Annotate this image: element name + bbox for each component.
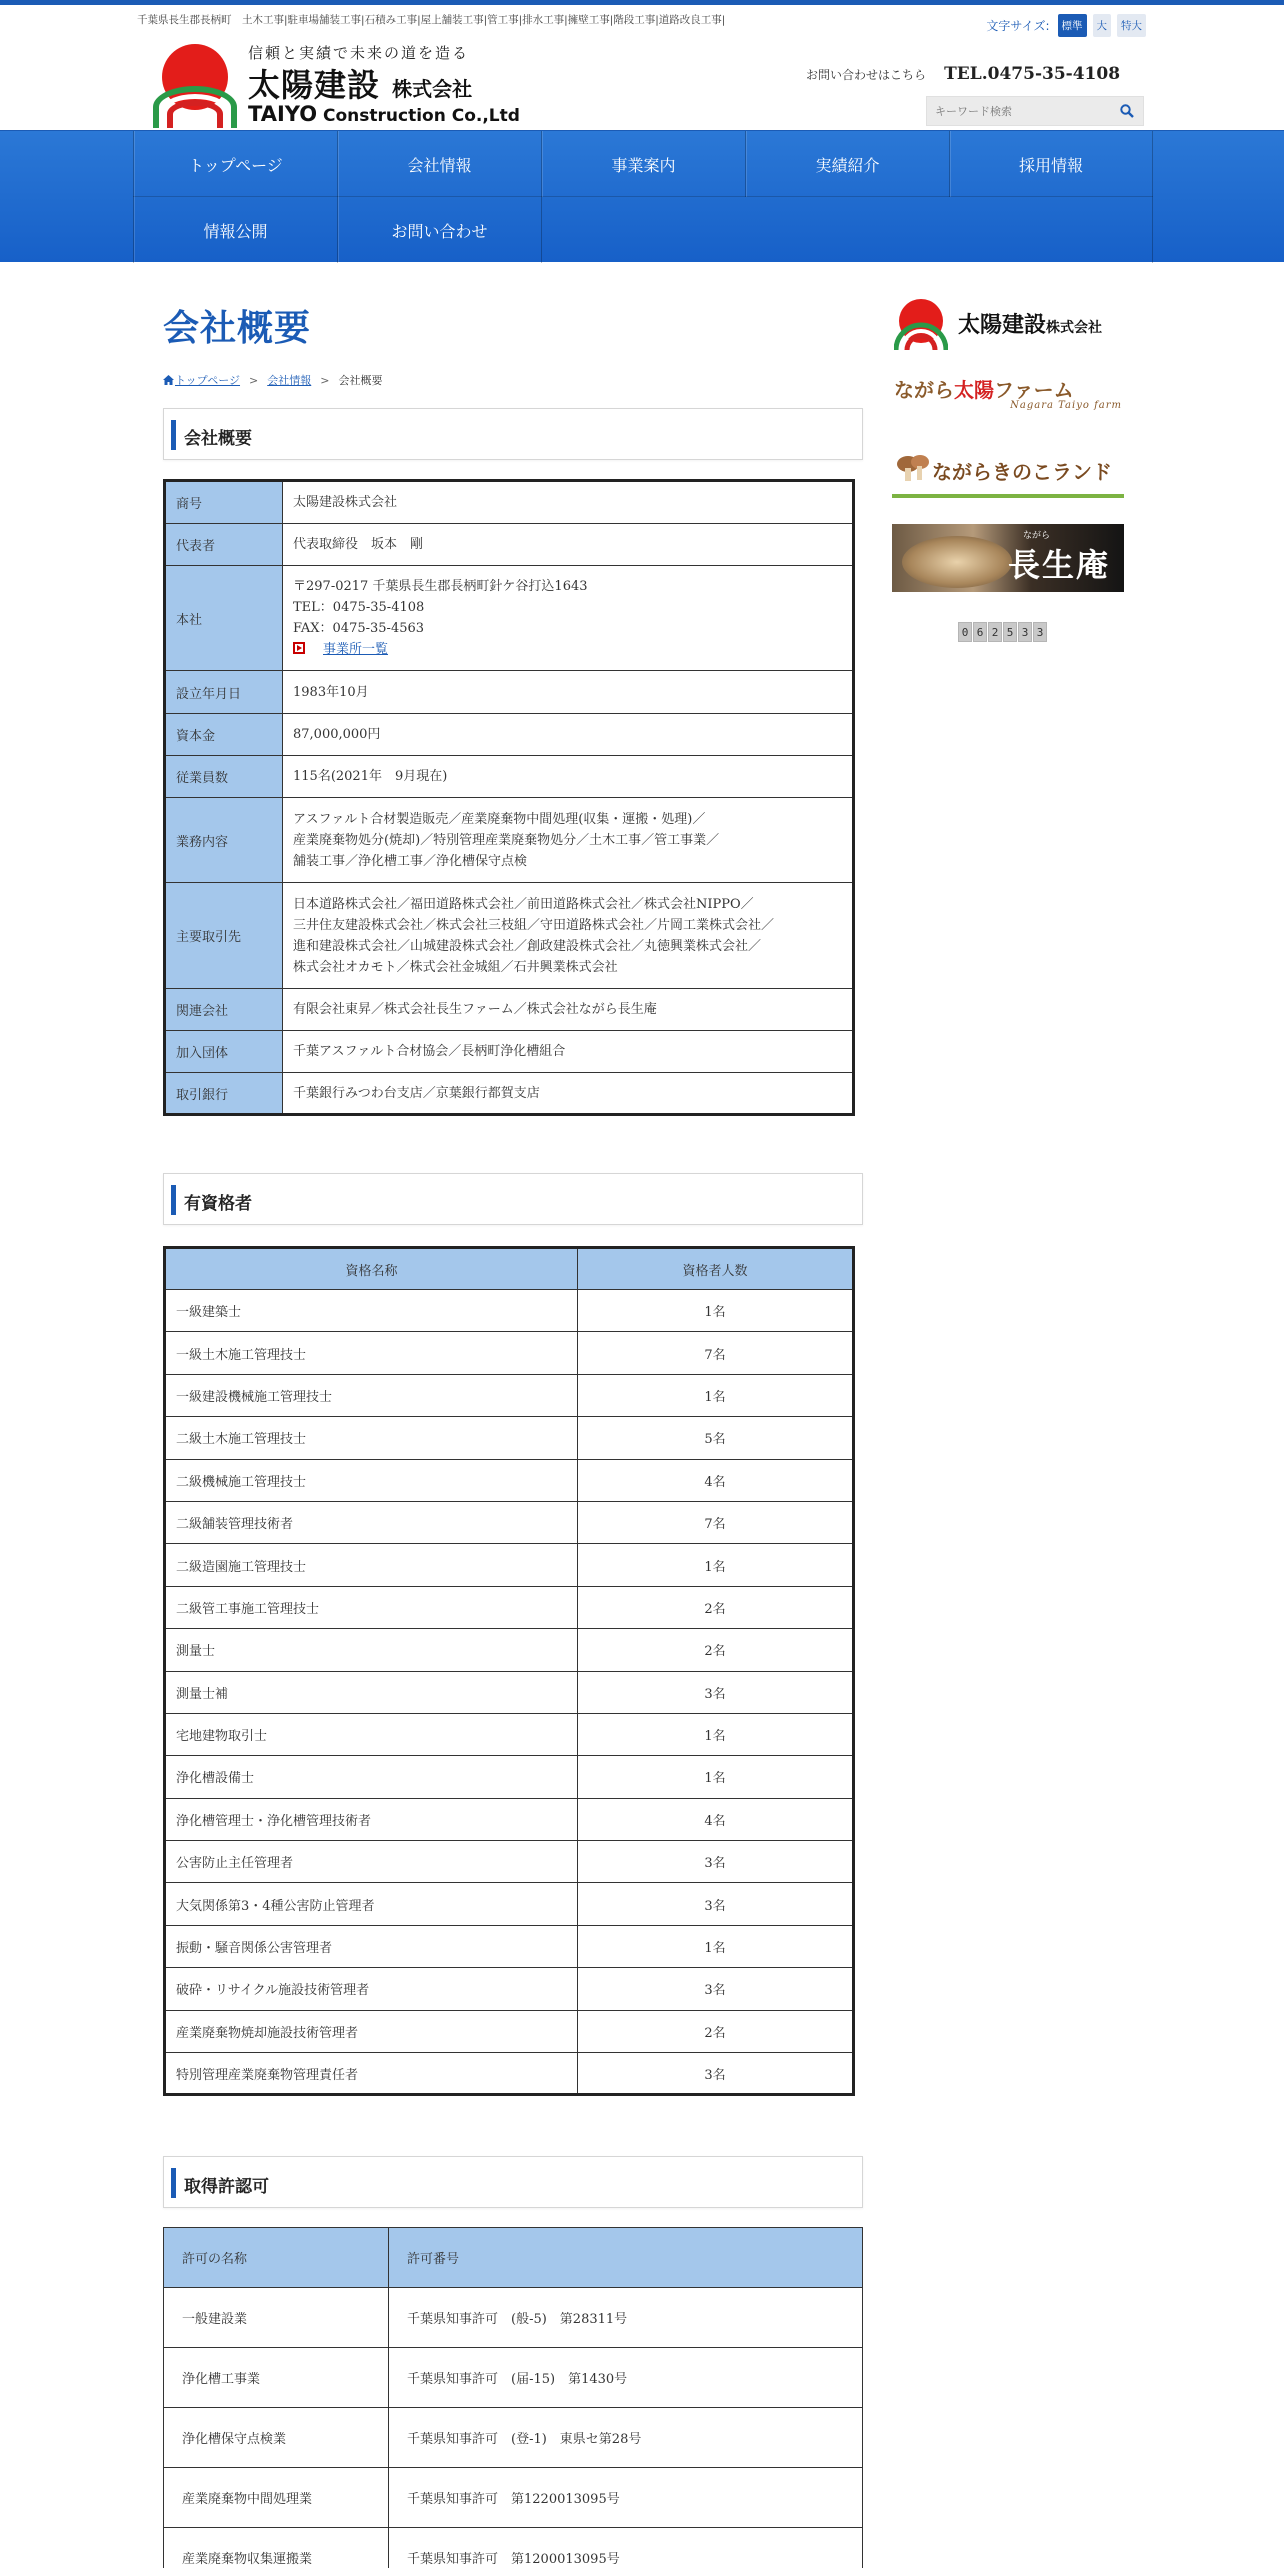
permit-number: 千葉県知事許可 (登-1) 東県セ第28号	[389, 2408, 863, 2468]
permit-name: 産業廃棄物収集運搬業	[164, 2528, 389, 2568]
banner-kinoko-land[interactable]	[892, 446, 1124, 504]
address-line: 〒297-0217 千葉県長生郡長柄町針ケ谷打込1643	[293, 579, 588, 594]
offices-list-link[interactable]: 事業所一覧	[323, 642, 389, 657]
table-row	[165, 1713, 854, 1755]
qualification-name: 浄化槽管理士・浄化槽管理技術者	[165, 1798, 578, 1840]
table-row	[165, 714, 854, 756]
row-label: 主要取引先	[165, 883, 283, 989]
table-row	[164, 2348, 863, 2408]
banner-kinoko-underline	[892, 494, 1124, 498]
qualification-count: 5名	[578, 1417, 854, 1459]
table-header-row	[165, 1248, 854, 1290]
table-row	[165, 883, 854, 989]
company-overview-table	[163, 479, 855, 1116]
table-row	[165, 524, 854, 566]
value-line: 株式会社オカモト／株式会社金城組／石井興業株式会社	[293, 959, 618, 975]
search-input[interactable]	[927, 97, 1107, 125]
column-header: 許可の名称	[164, 2228, 389, 2288]
header-contact	[806, 64, 1120, 84]
qualification-count: 2名	[578, 2010, 854, 2052]
qualification-count: 2名	[578, 1629, 854, 1671]
table-row	[165, 1671, 854, 1713]
section-heading-text: 取得許認可	[184, 2177, 269, 2197]
table-row	[165, 1925, 854, 1967]
counter-digit: 6	[973, 622, 987, 642]
section-heading-qualified	[163, 1173, 863, 1225]
heading-accent-bar	[171, 2168, 176, 2198]
font-size-xlarge-button[interactable]: 特大	[1117, 14, 1146, 37]
qualification-name: 産業廃棄物焼却施設技術管理者	[165, 2010, 578, 2052]
breadcrumb-separator: >	[320, 373, 330, 387]
permits-table-body	[164, 2288, 863, 2568]
permits-table	[163, 2227, 863, 2568]
qualification-count: 3名	[578, 1883, 854, 1925]
permit-name: 浄化槽工事業	[164, 2348, 389, 2408]
qualification-count: 1名	[578, 1290, 854, 1332]
permit-name: 浄化槽保守点検業	[164, 2408, 389, 2468]
permit-number: 千葉県知事許可 (届-15) 第1430号	[389, 2348, 863, 2408]
breadcrumb-separator: >	[249, 373, 259, 387]
row-value	[283, 883, 854, 989]
row-value: 115名(2021年 9月現在)	[283, 756, 854, 798]
row-label: 代表者	[165, 524, 283, 566]
qualification-count: 7名	[578, 1332, 854, 1374]
section-heading-text: 会社概要	[184, 429, 252, 449]
nav-item-recruit[interactable]: 採用情報	[949, 131, 1153, 197]
qualified-table-body	[165, 1290, 854, 2095]
nav-item-contact[interactable]: お問い合わせ	[337, 197, 541, 263]
qualification-count: 2名	[578, 1586, 854, 1628]
font-size-large-button[interactable]: 大	[1093, 14, 1112, 37]
table-row	[165, 1629, 854, 1671]
banner-taiyo-kensetsu[interactable]	[892, 296, 1124, 352]
banner-taiyo-text: 太陽建設株式会社	[958, 313, 1103, 338]
table-row	[165, 1290, 854, 1332]
qualification-name: 二級土木施工管理技士	[165, 1417, 578, 1459]
table-row	[165, 1756, 854, 1798]
row-value: 代表取締役 坂本 剛	[283, 524, 854, 566]
value-line: 日本道路株式会社／福田道路株式会社／前田道路株式会社／株式会社NIPPO／	[293, 896, 754, 912]
row-value: 千葉アスファルト合材協会／長柄町浄化槽組合	[283, 1031, 854, 1073]
counter-digit: 2	[988, 622, 1002, 642]
nav-item-works[interactable]: 実績紹介	[745, 131, 949, 197]
breadcrumb	[163, 372, 382, 388]
ramen-bowl-image	[902, 536, 1012, 588]
qualification-name: 二級機械施工管理技士	[165, 1459, 578, 1501]
banner-kinoko-title: ながらきのこランド	[932, 460, 1112, 484]
qualification-name: 宅地建物取引士	[165, 1713, 578, 1755]
table-row	[165, 1374, 854, 1416]
page-title: 会社概要	[163, 308, 312, 349]
row-value: 87,000,000円	[283, 714, 854, 756]
qualification-name: 破砕・リサイクル施設技術管理者	[165, 1968, 578, 2010]
section-heading-text: 有資格者	[184, 1194, 252, 1214]
banner-choseian-ruby: ながら	[1022, 531, 1050, 541]
value-line: 舗装工事／浄化槽工事／浄化槽保守点検	[293, 853, 528, 869]
permit-name: 一般建設業	[164, 2288, 389, 2348]
qualification-name: 振動・騒音関係公害管理者	[165, 1925, 578, 1967]
qualification-count: 1名	[578, 1374, 854, 1416]
column-header: 許可番号	[389, 2228, 863, 2288]
qualification-name: 浄化槽設備士	[165, 1756, 578, 1798]
permit-number: 千葉県知事許可 (般-5) 第28311号	[389, 2288, 863, 2348]
table-row	[165, 1883, 854, 1925]
row-label: 加入団体	[165, 1031, 283, 1073]
mushroom-icon	[896, 452, 930, 482]
table-row	[165, 2053, 854, 2095]
logo-arc-red	[167, 100, 223, 128]
row-value: 千葉銀行みつわ台支店／京葉銀行都賀支店	[283, 1073, 854, 1115]
column-header: 資格名称	[165, 1248, 578, 1290]
table-row	[165, 671, 854, 714]
home-icon	[163, 375, 174, 385]
row-label: 取引銀行	[165, 1073, 283, 1115]
table-row	[164, 2528, 863, 2568]
row-label: 商号	[165, 481, 283, 524]
qualification-name: 一級建築士	[165, 1290, 578, 1332]
qualification-name: 二級舗装管理技術者	[165, 1501, 578, 1543]
qualification-count: 3名	[578, 1671, 854, 1713]
qualified-staff-table	[163, 1246, 855, 2096]
global-nav-row1	[133, 131, 1153, 197]
table-row	[165, 798, 854, 883]
offices-link-line	[293, 639, 842, 660]
row-label: 従業員数	[165, 756, 283, 798]
row-value: 太陽建設株式会社	[283, 481, 854, 524]
row-value: 有限会社東昇／株式会社長生ファーム／株式会社ながら長生庵	[283, 989, 854, 1031]
banner-farm-title: ながら太陽ファーム	[894, 378, 1074, 402]
qualification-count: 4名	[578, 1459, 854, 1501]
counter-digit: 5	[1003, 622, 1017, 642]
value-line: アスファルト合材製造販売／産業廃棄物中間処理(収集・運搬・処理)／	[293, 811, 706, 827]
tel-line: TEL：0475-35-4108	[293, 600, 425, 615]
table-header-row	[164, 2228, 863, 2288]
header-tagline: 千葉県長生郡長柄町 土木工事|駐車場舗装工事|石積み工事|屋上舗装工事|管工事|排水工事|擁壁工事|階段工事|道路改良工事|	[137, 14, 726, 26]
contact-label: お問い合わせはこちら	[806, 68, 927, 82]
table-row	[165, 1501, 854, 1543]
logo-name-ja: 太陽建設 株式会社	[248, 66, 473, 104]
contact-tel[interactable]: TEL.0475-35-4108	[944, 64, 1121, 84]
banner-choseian[interactable]	[892, 524, 1124, 592]
counter-digit: 3	[1033, 622, 1047, 642]
value-line: 三井住友建設株式会社／株式会社三枝組／守田道路株式会社／片岡工業株式会社／	[293, 917, 775, 933]
section-heading-permits	[163, 2156, 863, 2208]
font-size-label: 文字サイズ:	[986, 19, 1050, 33]
fax-line: FAX：0475-35-4563	[293, 621, 425, 636]
qualification-count: 3名	[578, 1841, 854, 1883]
table-row	[165, 481, 854, 524]
table-row	[165, 756, 854, 798]
table-row	[165, 989, 854, 1031]
table-row	[165, 1586, 854, 1628]
row-label: 本社	[165, 566, 283, 671]
row-label: 業務内容	[165, 798, 283, 883]
search-icon[interactable]	[1120, 104, 1134, 118]
banner-choseian-title: 長生庵	[1007, 546, 1110, 584]
permit-number: 千葉県知事許可 第1220013095号	[389, 2468, 863, 2528]
qualification-name: 大気関係第3・4種公害防止管理者	[165, 1883, 578, 1925]
global-nav	[0, 130, 1284, 262]
permit-name: 産業廃棄物中間処理業	[164, 2468, 389, 2528]
table-row	[165, 1841, 854, 1883]
qualification-count: 3名	[578, 1968, 854, 2010]
link-arrow-icon	[293, 642, 305, 654]
nav-empty-area	[541, 197, 1153, 263]
table-row	[165, 1544, 854, 1586]
row-label: 設立年月日	[165, 671, 283, 714]
font-size-switcher	[986, 14, 1146, 37]
qualification-count: 4名	[578, 1798, 854, 1840]
breadcrumb-current: 会社概要	[338, 374, 383, 387]
row-value: 1983年10月	[283, 671, 854, 714]
qualification-name: 一級建設機械施工管理技士	[165, 1374, 578, 1416]
qualification-name: 一級土木施工管理技士	[165, 1332, 578, 1374]
site-logo[interactable]	[152, 40, 520, 126]
row-label: 資本金	[165, 714, 283, 756]
qualification-name: 特別管理産業廃棄物管理責任者	[165, 2053, 578, 2095]
qualification-name: 公害防止主任管理者	[165, 1841, 578, 1883]
table-row	[165, 1073, 854, 1115]
section-heading-overview	[163, 408, 863, 460]
table-row	[165, 1798, 854, 1840]
qualification-count: 1名	[578, 1756, 854, 1798]
table-row	[165, 1459, 854, 1501]
nav-item-disclosure[interactable]: 情報公開	[133, 197, 337, 263]
top-accent-line	[0, 0, 1284, 5]
qualification-count: 1名	[578, 1544, 854, 1586]
breadcrumb-link-top[interactable]: トップページ	[175, 374, 241, 387]
counter-digit: 3	[1018, 622, 1032, 642]
qualification-count: 1名	[578, 1925, 854, 1967]
row-value	[283, 566, 854, 671]
qualification-name: 二級管工事施工管理技士	[165, 1586, 578, 1628]
sun-logo-icon	[894, 296, 948, 350]
table-row	[164, 2288, 863, 2348]
nav-item-business[interactable]: 事業案内	[541, 131, 745, 197]
qualification-count: 3名	[578, 2053, 854, 2095]
row-label: 関連会社	[165, 989, 283, 1031]
table-row	[165, 1968, 854, 2010]
column-header: 資格者人数	[578, 1248, 854, 1290]
search-box	[926, 96, 1144, 126]
table-row	[165, 1332, 854, 1374]
qualification-name: 二級造園施工管理技士	[165, 1544, 578, 1586]
qualification-count: 7名	[578, 1501, 854, 1543]
font-size-standard-button[interactable]: 標準	[1058, 14, 1087, 37]
value-line: 産業廃棄物処分(焼却)／特別管理産業廃棄物処分／土木工事／管工事業／	[293, 832, 720, 848]
table-row	[165, 566, 854, 671]
table-row	[164, 2408, 863, 2468]
table-row	[165, 2010, 854, 2052]
banner-nagara-taiyo-farm[interactable]	[892, 374, 1124, 414]
heading-accent-bar	[171, 1185, 176, 1215]
global-nav-row2	[133, 197, 1153, 263]
logo-slogan: 信頼と実績で未来の道を造る	[248, 44, 470, 62]
permit-number: 千葉県知事許可 第1200013095号	[389, 2528, 863, 2568]
qualification-count: 1名	[578, 1713, 854, 1755]
table-row	[165, 1031, 854, 1073]
nav-item-company[interactable]: 会社情報	[337, 131, 541, 197]
breadcrumb-link-company[interactable]: 会社情報	[267, 374, 312, 387]
banner-farm-subtitle: Nagara Taiyo farm	[1010, 400, 1122, 411]
value-line: 進和建設株式会社／山城建設株式会社／創政建設株式会社／丸徳興業株式会社／	[293, 938, 762, 954]
qualification-name: 測量士補	[165, 1671, 578, 1713]
qualification-name: 測量士	[165, 1629, 578, 1671]
counter-digit: 0	[958, 622, 972, 642]
table-row	[164, 2468, 863, 2528]
row-value	[283, 798, 854, 883]
access-counter	[958, 622, 1047, 642]
table-row	[165, 1417, 854, 1459]
logo-name-en: TAIYO Construction Co.,Ltd	[248, 102, 520, 126]
nav-item-top[interactable]: トップページ	[133, 131, 337, 197]
heading-accent-bar	[171, 420, 176, 450]
